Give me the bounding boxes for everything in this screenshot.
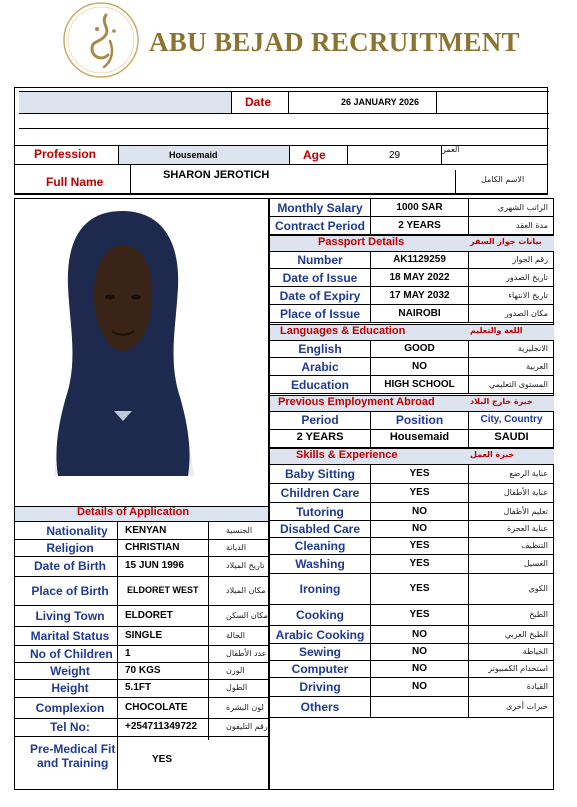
passport-0-value: AK1129259: [393, 253, 446, 265]
skill-9-arabic: الخياطة: [522, 647, 548, 656]
salary-value: 1000 SAR: [396, 201, 443, 213]
salary-label: Monthly Salary: [277, 200, 363, 215]
skill-3-value: NO: [412, 523, 427, 534]
skill-8-arabic: الطبخ العربي: [504, 629, 548, 639]
lang-1-value: NO: [412, 360, 427, 372]
skill-2-value: NO: [412, 505, 427, 517]
passport-2-arabic: تاريخ الانتهاء: [508, 290, 548, 300]
lang-2-value: HIGH SCHOOL: [384, 378, 455, 390]
employment-position: Housemaid: [389, 431, 450, 443]
languages-title-arabic: اللغة والتعليم: [470, 326, 523, 335]
app-label-4: Living Town: [35, 608, 105, 623]
app-arabic-1: الديانة: [226, 542, 247, 552]
app-arabic-2: تاريخ الميلاد: [226, 561, 265, 570]
skill-0-arabic: عناية الرضع: [509, 469, 548, 478]
full-name-value: SHARON JEROTICH: [163, 169, 270, 181]
skill-3-arabic: عناية العجزة: [507, 524, 548, 533]
skill-11-arabic: القيادة: [526, 682, 548, 691]
passport-3-label: Place of Issue: [279, 306, 361, 321]
app-value-0: KENYAN: [125, 524, 167, 536]
lang-0-value: GOOD: [404, 342, 435, 354]
app-value-8: 5.1FT: [125, 682, 152, 693]
skill-11-value: NO: [412, 681, 427, 692]
app-value-5: SINGLE: [125, 629, 163, 641]
skill-2-arabic: تعليم الأطفال: [503, 506, 548, 516]
app-label-0: Nationality: [46, 523, 108, 538]
employment-head-position: Position: [395, 413, 444, 427]
skills-title-arabic: خبرة العمل: [470, 450, 515, 459]
date-row-blank: [19, 91, 231, 113]
skill-5-value: YES: [409, 558, 430, 569]
skill-12-label: Others: [300, 700, 340, 714]
app-label-2: Date of Birth: [34, 559, 106, 573]
full-name-arabic: الاسم الكامل: [481, 175, 525, 184]
skill-7-label: Cooking: [296, 608, 344, 622]
employment-head-country: City, Country: [480, 414, 543, 425]
skill-11-label: Driving: [299, 680, 341, 694]
skill-10-arabic: استخدام الكمبيوتر: [488, 664, 548, 673]
skill-1-arabic: عناية الأطفال: [503, 488, 548, 497]
app-label-6: No of Children: [30, 646, 113, 661]
skill-7-value: YES: [409, 609, 430, 620]
skill-6-value: YES: [409, 583, 430, 594]
app-arabic-4: مكان السكن: [226, 610, 268, 620]
age-value: 29: [389, 150, 401, 161]
application-title: Details of Application: [77, 506, 190, 518]
app-value-2: 15 JUN 1996: [125, 560, 184, 571]
medical-label-1: Pre-Medical Fit: [30, 742, 116, 756]
app-arabic-9: لون البشرة: [226, 702, 264, 712]
app-label-5: Marital Status: [30, 628, 110, 643]
age-arabic: العمر: [442, 145, 460, 154]
lang-0-label: English: [298, 341, 342, 356]
employment-title: Previous Employment Abroad: [278, 396, 435, 408]
lang-2-label: Education: [290, 377, 349, 392]
employment-country: SAUDI: [494, 431, 529, 443]
company-name: ABU BEJAD RECRUITMENT: [149, 27, 520, 57]
app-value-9: CHOCOLATE: [125, 701, 188, 713]
app-value-1: CHRISTIAN: [125, 541, 180, 553]
lang-1-arabic: العربية: [526, 361, 548, 371]
passport-2-label: Date of Expiry: [279, 288, 361, 303]
skill-7-arabic: الطبخ: [529, 610, 548, 619]
skill-3-label: Disabled Care: [279, 522, 361, 536]
lang-0-arabic: الانجليزية: [517, 343, 548, 353]
app-label-3: Place of Birth: [31, 583, 109, 598]
salary-arabic: الراتب الشهري: [497, 202, 548, 212]
passport-3-arabic: مكان الصدور: [504, 308, 548, 318]
full-name-label: Full Name: [46, 175, 104, 189]
skills-title: Skills & Experience: [296, 449, 398, 461]
skill-1-value: YES: [409, 487, 430, 498]
skill-6-arabic: الكوي: [528, 584, 548, 593]
passport-0-arabic: رقم الجواز: [512, 254, 548, 264]
app-arabic-0: الجنسية: [226, 525, 253, 535]
contract-period-label: Contract Period: [274, 218, 365, 233]
app-arabic-3: مكان الميلاد: [226, 585, 266, 595]
candidate-photo: [24, 201, 221, 476]
lang-2-arabic: المستوى التعليمي: [488, 379, 548, 389]
skill-8-label: Arabic Cooking: [275, 627, 365, 642]
contract-period-value: 2 YEARS: [398, 219, 441, 231]
passport-3-value: NAIROBI: [398, 307, 441, 319]
profession-label: Profession: [34, 147, 97, 161]
app-label-8: Height: [51, 681, 89, 695]
employment-period: 2 YEARS: [296, 431, 344, 443]
skill-0-value: YES: [409, 468, 430, 479]
medical-label-2: and Training: [37, 756, 109, 770]
app-value-6: 1: [125, 647, 131, 659]
app-arabic-10: رقم التليفون: [226, 722, 268, 731]
app-label-10: Tel No:: [50, 720, 90, 734]
app-arabic-6: عدد الأطفال: [226, 648, 267, 658]
passport-title: Passport Details: [318, 236, 405, 248]
app-value-7: 70 KGS: [125, 664, 161, 676]
passport-1-arabic: تاريخ الصدور: [506, 272, 548, 282]
passport-1-value: 18 MAY 2022: [389, 271, 450, 283]
skill-5-label: Washing: [295, 557, 345, 571]
contract-period-arabic: مدة العقد: [516, 220, 548, 230]
app-arabic-5: الحالة: [226, 630, 245, 640]
skill-10-value: NO: [412, 663, 427, 674]
date-value: 26 JANUARY 2026: [341, 97, 420, 107]
company-logo: [62, 1, 140, 79]
employment-title-arabic: خبرة خارج البلاد: [470, 397, 533, 406]
skill-8-value: NO: [412, 628, 427, 640]
app-label-9: Complexion: [35, 700, 105, 715]
skill-2-label: Tutoring: [296, 504, 344, 519]
skill-5-arabic: الغسيل: [523, 559, 548, 568]
app-value-10: +254711349722: [125, 721, 198, 732]
skill-4-value: YES: [409, 540, 430, 551]
employment-head-period: Period: [301, 413, 339, 427]
app-arabic-8: الطول: [226, 683, 248, 692]
skill-10-label: Computer: [291, 662, 349, 676]
languages-title: Languages & Education: [280, 325, 406, 337]
skill-4-arabic: التنظيف: [521, 541, 548, 550]
passport-1-label: Date of Issue: [282, 270, 358, 285]
skill-9-label: Sewing: [298, 645, 341, 659]
app-label-1: Religion: [46, 540, 94, 555]
profession-value: Housemaid: [169, 150, 218, 160]
app-arabic-7: الوزن: [226, 665, 245, 675]
skill-6-label: Ironing: [299, 582, 341, 596]
date-label: Date: [245, 95, 272, 109]
passport-2-value: 17 MAY 2032: [389, 289, 450, 301]
skill-12-arabic: خبرات أخرى: [506, 702, 548, 711]
skill-4-label: Cleaning: [294, 539, 346, 553]
age-label: Age: [303, 148, 326, 162]
skill-1-label: Children Care: [280, 486, 360, 500]
app-value-3: ELDORET WEST: [127, 584, 199, 595]
app-label-7: Weight: [50, 663, 90, 678]
app-value-4: ELDORET: [125, 609, 173, 621]
skill-0-label: Baby Sitting: [284, 467, 355, 481]
medical-value: YES: [152, 754, 173, 765]
skill-9-value: NO: [412, 646, 427, 657]
passport-0-label: Number: [297, 252, 343, 267]
passport-title-arabic: بيانات جواز السفر: [470, 237, 542, 246]
lang-1-label: Arabic: [301, 359, 339, 374]
